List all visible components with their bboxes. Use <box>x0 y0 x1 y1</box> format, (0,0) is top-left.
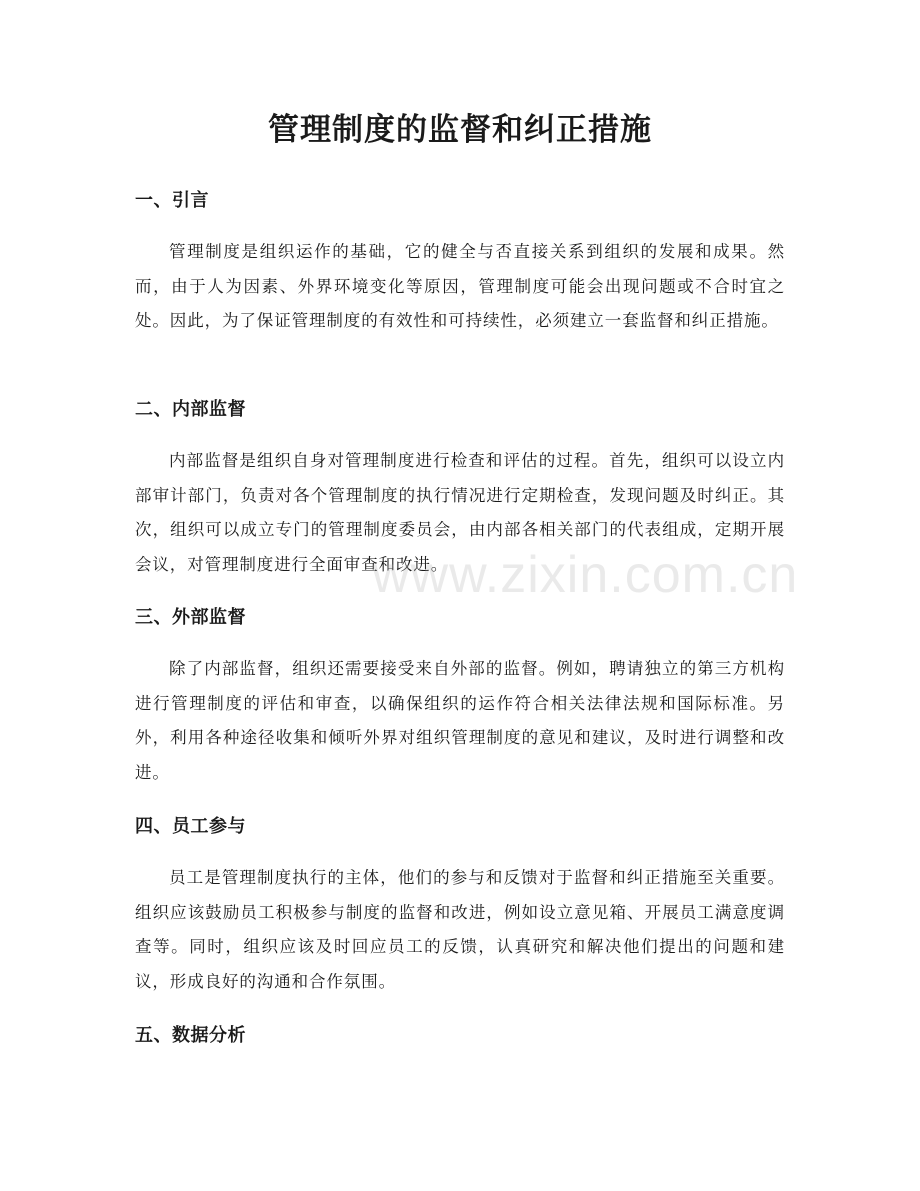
page-title: 管理制度的监督和纠正措施 <box>268 112 652 148</box>
section-data-analysis <box>135 1023 785 1049</box>
section-paragraph: 除了内部监督，组织还需要接受来自外部的监督。例如，聘请独立的第三方机构进行管理制度的评估和审查，以确保组织的运作符合相关法律法规和国际标准。另外，利用各种途径收集和倾听外界对组织管理制度的意见和建议，及时进行调整和改进。 <box>135 659 785 782</box>
section-paragraph: 员工是管理制度执行的主体，他们的参与和反馈对于监督和纠正措施至关重要。组织应该鼓励员工积极参与制度的监督和改进，例如设立意见箱、开展员工满意度调查等。同时，组织应该及时回应员工的反馈，认真研究和解决他们提出的问题和建议，形成良好的沟通和合作氛围。 <box>135 868 785 991</box>
section-heading: 一、引言 <box>135 190 209 211</box>
section-paragraph: 内部监督是组织自身对管理制度进行检查和评估的过程。首先，组织可以设立内部审计部门，负责对各个管理制度的执行情况进行定期检查，发现问题及时纠正。其次，组织可以成立专门的管理制度委员会，由内部各相关部门的代表组成，定期开展会议，对管理制度进行全面审查和改进。 <box>135 451 785 574</box>
section-introduction <box>135 188 785 339</box>
section-heading: 四、员工参与 <box>135 816 246 837</box>
section-internal-supervision <box>135 397 785 582</box>
section-heading: 二、内部监督 <box>135 399 246 420</box>
section-heading: 三、外部监督 <box>135 607 246 628</box>
section-employee-participation <box>135 814 785 999</box>
section-external-supervision <box>135 605 785 790</box>
section-paragraph: 管理制度是组织运作的基础，它的健全与否直接关系到组织的发展和成果。然而，由于人为因素、外界环境变化等原因，管理制度可能会出现问题或不合时宜之处。因此，为了保证管理制度的有效性和可持续性，必须建立一套监督和纠正措施。 <box>135 242 785 330</box>
watermark-text: www.zixin.com.cn <box>372 546 799 604</box>
section-heading: 五、数据分析 <box>135 1025 246 1046</box>
